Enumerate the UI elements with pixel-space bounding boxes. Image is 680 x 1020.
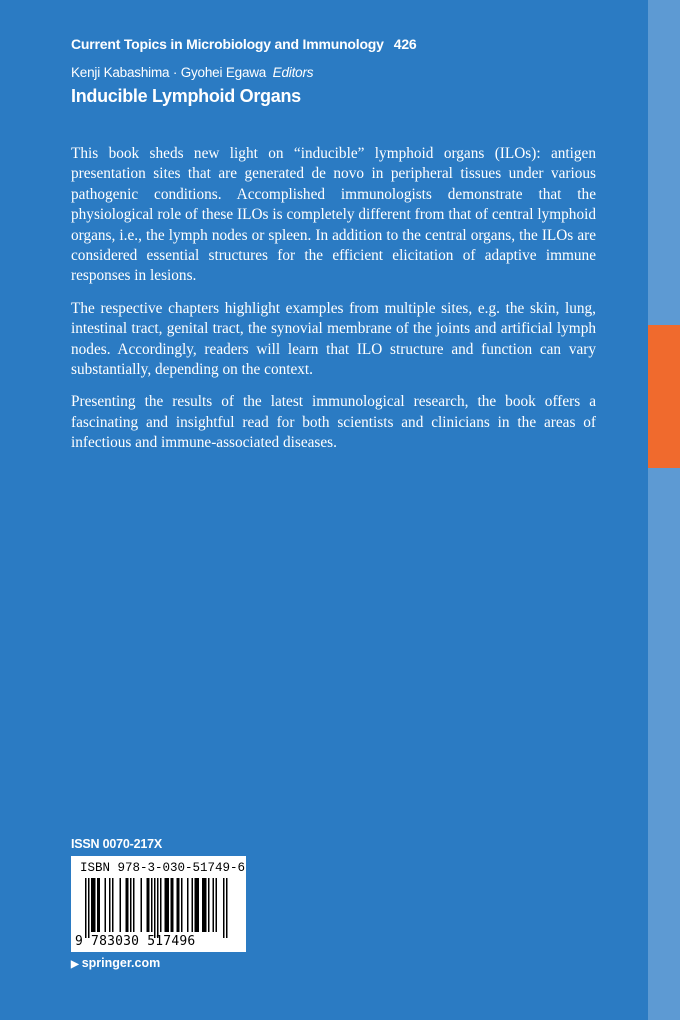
barcode: [71, 856, 246, 952]
barcode-bar: [105, 878, 107, 932]
barcode-bar: [196, 878, 198, 932]
barcode-bar: [172, 878, 174, 932]
barcode-bar: [171, 878, 173, 932]
barcode-bar: [223, 878, 225, 938]
barcode-bar: [226, 878, 228, 938]
barcode-bar: [141, 878, 143, 932]
description-paragraph: This book sheds new light on “inducible” lymphoid organs (ILOs): antigen presentation sites that are generated de novo in peripheral tissues under various pathogenic conditions. Accomplished immunologists demonstrate that the physiological role of these ILOs is completely different from that of central lymphoid organs, i.e., the lymph nodes or spleen. In addition to the central organs, the ILOs are considered essential structures for the efficient elicitation of adaptive immune responses in lesions.: [71, 145, 596, 285]
barcode-bar: [91, 878, 93, 932]
barcode-bar: [109, 878, 111, 932]
barcode-bar: [181, 878, 183, 932]
barcode-bar: [192, 878, 194, 932]
book-title: Inducible Lymphoid Organs: [71, 86, 301, 106]
side-strip: [648, 0, 680, 1020]
barcode-bar: [120, 878, 122, 932]
barcode-bar: [93, 878, 95, 932]
barcode-bar: [157, 878, 159, 938]
arrow-right-icon: ▶: [71, 959, 79, 970]
publisher-link[interactable]: [71, 956, 160, 970]
series-heading: [71, 36, 417, 52]
barcode-bar: [126, 878, 128, 932]
barcode-bar: [130, 878, 132, 932]
barcode-digits: 9 783030 517496: [75, 934, 196, 949]
barcode-bar: [99, 878, 101, 932]
barcode-bar: [165, 878, 167, 932]
barcode-bar: [198, 878, 200, 932]
barcode-bar: [202, 878, 204, 932]
publisher-url: springer.com: [81, 956, 161, 970]
description-paragraph: Presenting the results of the latest immunological research, the book offers a fascinating and insightful read for both scientists and clinicians in the areas of infectious and immune-associated diseases.: [71, 393, 596, 452]
barcode-bar: [112, 878, 114, 932]
barcode-bar: [178, 878, 180, 932]
barcode-bar: [208, 878, 210, 932]
barcode-bar: [204, 878, 206, 932]
book-description: [71, 144, 596, 466]
barcode-bar: [177, 878, 179, 932]
barcode-bar: [85, 878, 87, 938]
editors-role: Editors: [272, 65, 314, 80]
barcode-bar: [148, 878, 150, 932]
barcode-bar: [94, 878, 96, 932]
barcode-bar: [168, 878, 170, 932]
barcode-bar: [151, 878, 153, 932]
series-volume: 426: [393, 36, 417, 52]
barcode-bar: [213, 878, 215, 932]
barcode-bar: [195, 878, 197, 932]
orange-tab: [648, 325, 680, 468]
barcode-bar: [166, 878, 168, 932]
description-paragraph: The respective chapters highlight examples from multiple sites, e.g. the skin, lung, intestinal tract, genital tract, the synovial membrane of the joints and artificial lymph nodes. Accordingly, readers will learn that ILO structure and function can vary substantially, depending on the context.: [71, 299, 596, 379]
barcode-bar: [160, 878, 162, 932]
barcode-bar: [216, 878, 218, 932]
barcode-bar: [147, 878, 149, 932]
barcode-bar: [133, 878, 135, 932]
barcode-bar: [97, 878, 99, 932]
editor-names: Kenji Kabashima · Gyohei Egawa: [71, 65, 267, 80]
isbn-label: ISBN 978-3-030-51749-6: [80, 861, 246, 875]
barcode-bar: [88, 878, 90, 938]
barcode-bar: [127, 878, 129, 932]
issn-label: ISSN 0070-217X: [71, 837, 163, 851]
series-name: Current Topics in Microbiology and Immunology: [71, 36, 384, 52]
editors-line: [71, 65, 313, 80]
barcode-bar: [187, 878, 189, 932]
barcode-bar: [154, 878, 156, 938]
barcode-bar: [205, 878, 207, 932]
